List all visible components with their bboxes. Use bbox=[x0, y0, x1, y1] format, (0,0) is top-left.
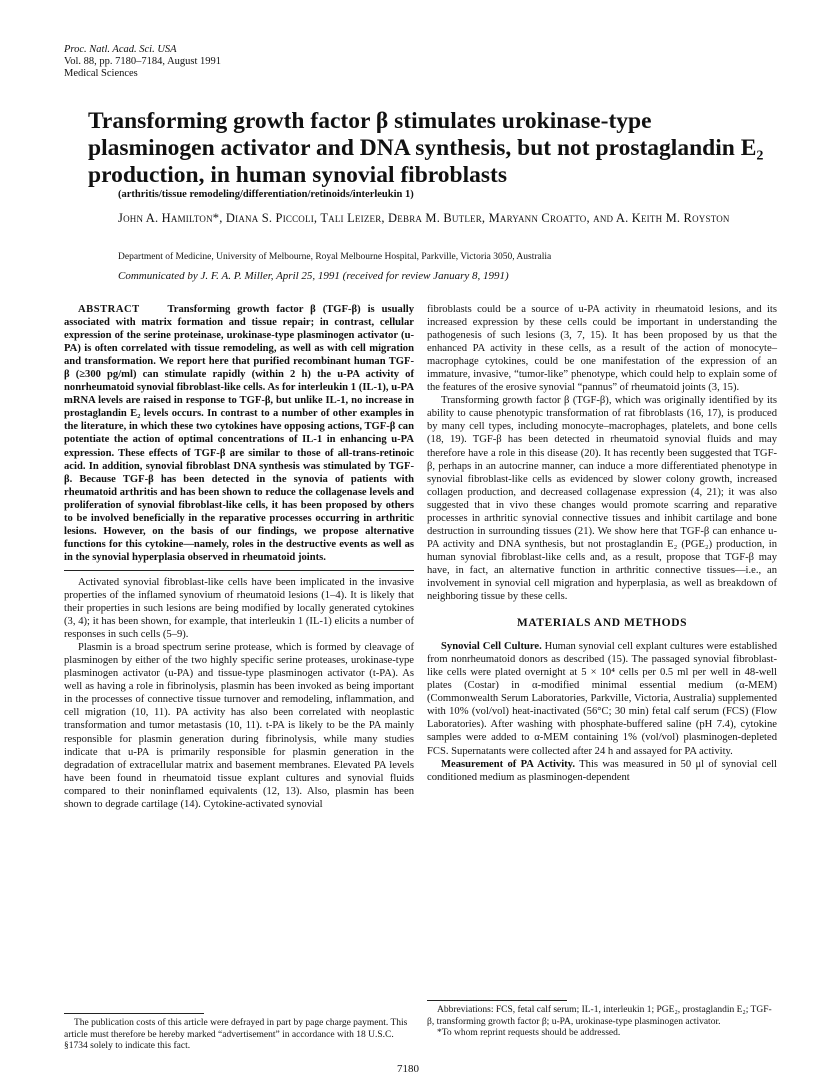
journal-volume: Vol. 88, pp. 7180–7184, August 1991 bbox=[64, 56, 222, 67]
author-list: John A. Hamilton*, Diana S. Piccoli, Tali Leizer, Debra M. Butler, Maryann Croatto, and A. Keith M. Royston bbox=[118, 211, 730, 225]
communicated-line: Communicated by J. F. A. P. Miller, April 25, 1991 (received for review January 8, 1991) bbox=[118, 270, 509, 282]
abbreviations-footnote: Abbreviations: FCS, fetal calf serum; IL-1, interleukin 1; PGE₂, prostaglandin E₂; TGF-β, transforming growth factor β; u-PA, urokinase-type plasminogen activator. bbox=[427, 1005, 772, 1027]
affiliation: Department of Medicine, University of Melbourne, Royal Melbourne Hospital, Parkville, Victoria 3050, Australia bbox=[118, 252, 552, 262]
right-column bbox=[427, 303, 777, 784]
abstract-label: ABSTRACT bbox=[78, 304, 140, 315]
journal-section: Medical Sciences bbox=[64, 68, 138, 79]
abstract bbox=[64, 303, 414, 564]
footnote-divider bbox=[427, 1000, 567, 1001]
correspondence-footnote: *To whom reprint requests should be addressed. bbox=[437, 1028, 621, 1038]
publication-cost-footnote-box bbox=[64, 1013, 414, 1053]
keywords: (arthritis/tissue remodeling/differentiation/retinoids/interleukin 1) bbox=[118, 189, 414, 200]
methods-paragraph bbox=[427, 758, 777, 784]
publication-cost-footnote: The publication costs of this article were defrayed in part by page charge payment. This article must therefore be hereby marked “advertisement” in accordance with 18 U.S.C. §1734 solely to indicate this fact. bbox=[64, 1018, 408, 1051]
abbreviation-footnote-box bbox=[427, 1000, 777, 1040]
abstract-text: Transforming growth factor β (TGF-β) is usually associated with matrix formation and tissue repair; in contrast, cellular expression of the serine proteinase, urokinase-type plasminogen activator (u-PA) is often correlated with tissue remodeling, as well as with cell migration and transformation. We report here that purified recombinant human TGF-β (≥300 pg/ml) can stimulate rapidly (within 2 h) the u-PA activity of nonrheumatoid synovial fibroblast-like cells. As for interleukin 1 (IL-1), u-PA mRNA levels are raised in response to TGF-β, but unlike IL-1, no increase in prostaglandin E₂ levels occurs. In contrast to a number of other examples in the literature, in which these two cytokines have opposing actions, TGF-β can potentiate the action of optimal concentrations of IL-1 in enhancing u-PA expression. These effects of TGF-β are similar to those of all-trans-retinoic acid. In addition, synovial fibroblast DNA synthesis was stimulated by TGF-β. Because TGF-β has been detected in the synovia of patients with rheumatoid arthritis and has been shown to reduce the collagenase levels and proliferation of synovial fibroblast-like cells, it has been proposed by others to be involved beneficially in the reparative processes occurring in arthritic lesions. However, on the basis of our findings, we propose alternative functions for this cytokine—namely, roles in the destructive events as well as in the synovial hyperplasia observed in rheumatoid joints. bbox=[64, 304, 415, 563]
methods-text: Human synovial cell explant cultures were established from nonrheumatoid donors as described (15). The passaged synovial fibroblast-like cells were plated overnight at 5 × 10⁴ cells per 0.5 ml per well in 48-well plates (Costar) in α-modified minimal essential medium (α-MEM) (Commonwealth Serum Laboratories, Parkville, Victoria, Australia) supplemented with 10% (vol/vol) heat-inactivated (56°C; 30 min) fetal calf serum (FCS) (Flow Laboratories). After washing with phosphate-buffered saline (pH 7.4), cytokine samples were added to α-MEM containing 1% (vol/vol) plasminogen-depleted FCS. Supernatants were collected after 24 h and assayed for PA activity. bbox=[427, 641, 777, 757]
journal-name: Proc. Natl. Acad. Sci. USA bbox=[64, 44, 177, 55]
article-title: Transforming growth factor β stimulates urokinase-type plasminogen activator and DNA synthesis, but not prostaglandin E₂ production, in human synovial fibroblasts bbox=[88, 108, 764, 188]
abstract-divider bbox=[64, 570, 414, 571]
methods-text: This was measured in 50 μl of synovial cell conditioned medium as plasminogen-dependent bbox=[427, 758, 778, 783]
body-paragraph: Plasmin is a broad spectrum serine protease, which is formed by cleavage of plasminogen by either of the two highly specific serine proteases, urokinase-type plasminogen activator (u-PA) and tissue-type plasminogen activator (t-PA). As well as having a role in fibrinolysis, plasmin has been invoked as being important in the processes of connective tissue turnover and remodeling, inflammation, and cell migration (10, 11). PA activity has also been correlated with neoplastic transformation and tumor metastasis (10, 11). t-PA is likely to be the PA mainly responsible for plasmin generation during fibrinolysis, while many studies indicate that u-PA is primarily responsible for plasmin generation in the degradation of extracellular matrix and basement membranes. Elevated PA levels have been found in rheumatoid tissue explant cultures and synovial fluids compared to their noninflamed equivalents (12, 13). Also, plasmin has been shown to degrade cartilage (14). Cytokine-activated synovial bbox=[64, 642, 414, 810]
footnote-divider bbox=[64, 1013, 204, 1014]
journal-header bbox=[64, 44, 221, 80]
methods-paragraph bbox=[427, 640, 777, 757]
run-in-heading: Synovial Cell Culture. bbox=[441, 641, 542, 653]
left-column bbox=[64, 303, 414, 811]
section-heading: MATERIALS AND METHODS bbox=[516, 617, 688, 630]
page-number: 7180 bbox=[397, 1063, 419, 1075]
body-paragraph: Activated synovial fibroblast-like cells have been implicated in the invasive properties of the inflamed synovium of rheumatoid lesions (1–4). It is likely that their properties in such lesions are being modified by locally generated cytokines (3, 4); it has been shown, for example, that interleukin 1 (IL-1) elicits a number of responses in such cells (5–9). bbox=[64, 576, 414, 641]
run-in-heading: Measurement of PA Activity. bbox=[441, 758, 576, 770]
body-paragraph: fibroblasts could be a source of u-PA activity in rheumatoid lesions, and its increased expression by these cells could be important in understanding the pathogenesis of such lesions (3, 7, 15). It has been proposed by us that the enhanced PA activity in these cells, as a result of the action of monocyte–macrophage cytokines, could be one manifestation of the expression of an immature, invasive, “tumor-like” phenotype, which could help to explain some of the features of the erosive synovial “pannus” of rheumatoid joints (3, 15). bbox=[427, 304, 777, 394]
body-paragraph: Transforming growth factor β (TGF-β), which was originally identified by its ability to cause phenotypic transformation of rat fibroblasts (16, 17), is produced by many cell types, including monocyte–macrophages, platelets, and bone cells (18, 19). TGF-β has been detected in rheumatoid synovial fluids and may therefore have a role in this disease (20). It has recently been suggested that TGF-β, perhaps in an autocrine manner, can induce a more differentiated phenotype in synovial fibroblast-like cells as evidenced by slower colony growth, increased collagen production, and decreased collagenase expression (4, 21); it was also suggested that in vivo these changes would promote scarring and reparative processes in arthritic synovial connective tissues and inhibit cartilage and bone destruction in surrounding tissues (21). We show here that TGF-β can enhance u-PA activity and DNA synthesis, but not prostaglandin E₂ (PGE₂) production, in human synovial fibroblast-like cells and, as a result, propose that TGF-β may have, in fact, an alternative function in arthritic connective tissues—i.e., an involvement in synovial cell migration and hyperplasia, as well as breakdown of neighboring tissue by these cells. bbox=[427, 395, 777, 603]
